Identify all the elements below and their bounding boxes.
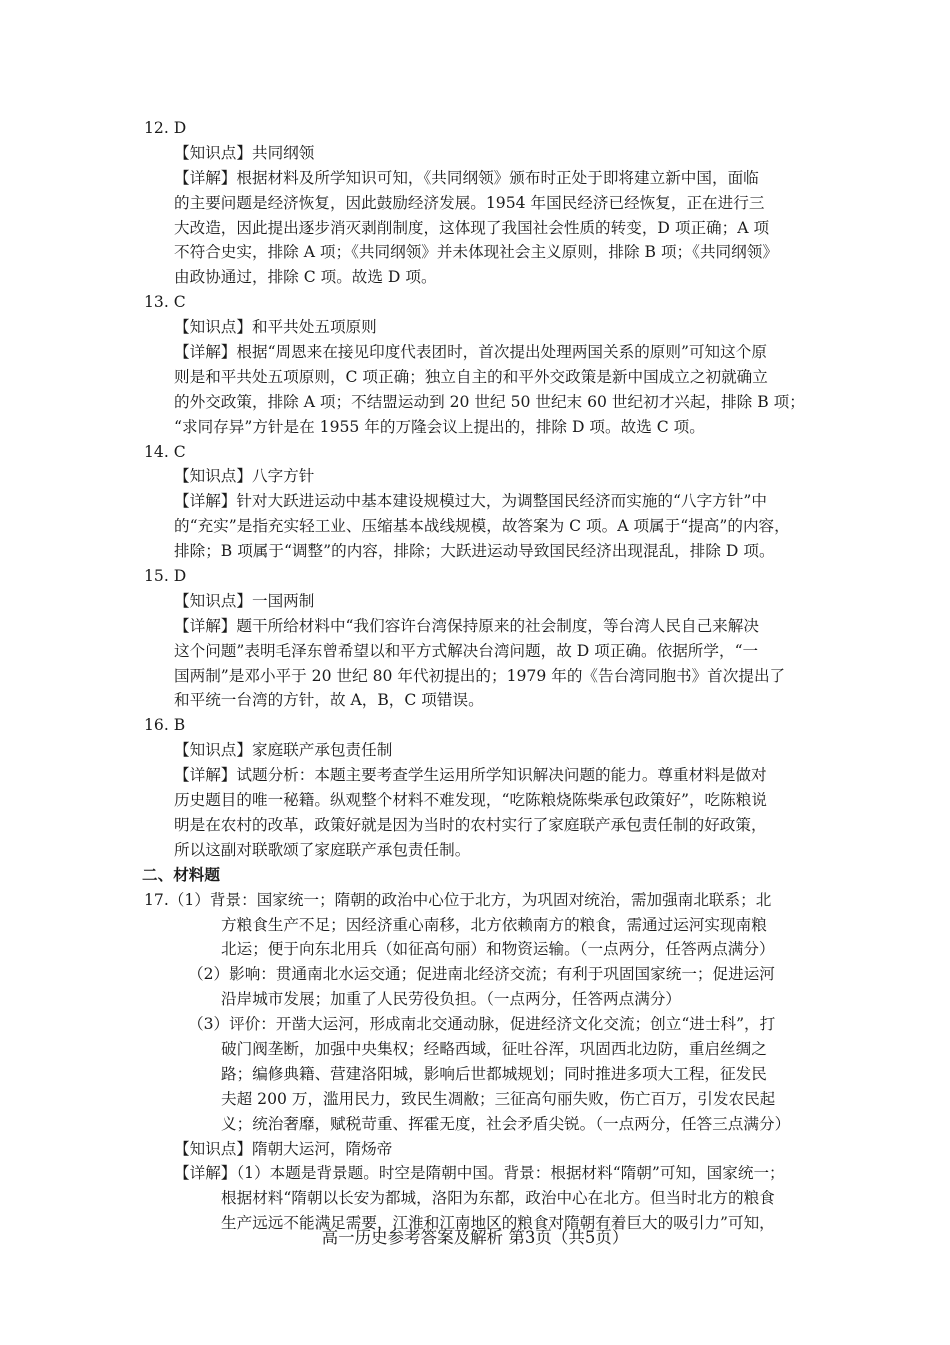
question-number-line: 14. C (144, 442, 186, 461)
text-line: 方粮食生产不足；因经济重心南移，北方依赖南方的粮食，需通过运河实现南粮 (221, 915, 767, 934)
text-line: 沿岸城市发展；加重了人民劳役负担。（一点两分，任答两点满分） (221, 990, 682, 1009)
text-line: 【详解】（1）本题是背景题。时空是隋朝中国。背景：根据材料“隋朝”可知，国家统一； (174, 1164, 785, 1183)
text-line: 【知识点】共同纲领 (174, 143, 315, 162)
text-line: 夫超 200 万，滥用民力，致民生凋敝；三征高句丽失败，伤亡百万，引发农民起 (221, 1089, 776, 1108)
text-line: 由政协通过，排除 C 项。故选 D 项。 (174, 268, 437, 287)
text-line: （3）评价：开凿大运河，形成南北交通动脉，促进经济文化交流；创立“进士科”，打 (188, 1015, 776, 1034)
question-number-line: 15. D (144, 567, 187, 586)
text-line: 的“充实”是指充实轻工业、压缩基本战线规模，故答案为 C 项。A 项属于“提高”的内容， (174, 517, 790, 536)
text-line: 明是在农村的改革，政策好就是因为当时的农村实行了家庭联产承包责任制的好政策， (174, 815, 767, 834)
question-number-line: 12. D (144, 119, 187, 137)
page-footer: 高一历史参考答案及解析 第3页（共5页） (321, 1228, 629, 1247)
text-line: 所以这副对联歌颂了家庭联产承包责任制。 (174, 840, 471, 859)
text-line: 破门阀垄断，加强中央集权；经略西域，征吐谷浑，巩固西北边防，重启丝绸之 (221, 1039, 767, 1058)
text-line: 【详解】试题分析：本题主要考查学生运用所学知识解决问题的能力。尊重材料是做对 (174, 766, 767, 785)
text-line: 路；编修典籍、营建洛阳城，影响后世都城规划；同时推进多项大工程，征发民 (221, 1064, 767, 1083)
text-line: 【详解】题干所给材料中“我们容许台湾保持原来的社会制度，等台湾人民自己来解决 (174, 616, 759, 635)
text-line: 【详解】针对大跃进运动中基本建设规模过大，为调整国民经济而实施的“八字方针”中 (174, 492, 767, 511)
text-line: “求同存异”方针是在 1955 年的万隆会议上提出的，排除 D 项。故选 C 项。 (174, 417, 705, 436)
text-line: 【知识点】八字方针 (174, 467, 315, 486)
text-line: 【知识点】家庭联产承包责任制 (174, 741, 393, 760)
question-number-line: 16. B (144, 716, 186, 735)
text-line: 大改造，因此提出逐步消灭剥削制度，这体现了我国社会性质的转变，D 项正确；A 项 (174, 218, 770, 237)
text-line: 【知识点】隋朝大运河，隋炀帝 (174, 1139, 393, 1158)
text-line: 【知识点】和平共处五项原则 (174, 318, 377, 337)
section-heading: 二、材料题 (142, 864, 220, 884)
text-line: 排除；B 项属于“调整”的内容，排除；大跃进运动导致国民经济出现混乱，排除 D 项。 (174, 542, 775, 561)
text-line: 生产远远不能满足需要，江淮和江南地区的粮食对隋朝有着巨大的吸引力”可知， (221, 1214, 775, 1233)
text-line: 【详解】根据材料及所学知识可知，《共同纲领》颁布时正处于即将建立新中国，面临 (174, 168, 759, 187)
text-line: 根据材料“隋朝以长安为都城，洛阳为东都，政治中心在北方。但当时北方的粮食 (221, 1189, 775, 1208)
text-line: 历史题目的唯一秘籍。纵观整个材料不难发现，“吃陈粮烧陈柴承包政策好”，吃陈粮说 (174, 791, 767, 810)
text-line: 【知识点】一国两制 (174, 591, 315, 610)
answer-content (142, 116, 812, 1236)
text-line: 和平统一台湾的方针，故 A，B，C 项错误。 (174, 691, 484, 710)
text-line: 国两制”是邓小平于 20 世纪 80 年代初提出的；1979 年的《告台湾同胞书》首次提出了 (174, 666, 786, 685)
question-number-line: 13. C (144, 293, 186, 312)
text-line: 的外交政策，排除 A 项；不结盟运动到 20 世纪 50 世纪末 60 世纪初才兴起，排除 B 项； (174, 392, 805, 411)
text-line: 这个问题”表明毛泽东曾希望以和平方式解决台湾问题，故 D 项正确。依据所学，“一 (174, 641, 759, 660)
text-line: 不符合史实，排除 A 项；《共同纲领》并未体现社会主义原则，排除 B 项；《共同纲领》 (174, 243, 778, 262)
text-line: 【详解】根据“周恩来在接见印度代表团时，首次提出处理两国关系的原则”可知这个原 (174, 343, 767, 362)
text-line: 义；统治奢靡，赋税苛重、挥霍无度，社会矛盾尖锐。（一点两分，任答三点满分） (221, 1114, 791, 1133)
text-line: 北运；便于向东北用兵（如征高句丽）和物资运输。（一点两分，任答两点满分） (221, 940, 775, 959)
text-line: 则是和平共处五项原则，C 项正确；独立自主的和平外交政策是新中国成立之初就确立 (174, 367, 768, 386)
text-line: 的主要问题是经济恢复，因此鼓励经济发展。1954 年国民经济已经恢复，正在进行三 (174, 193, 765, 212)
question-number-line: 17.（1）背景：国家统一；隋朝的政治中心位于北方，为巩固对统治，需加强南北联系；北 (144, 890, 772, 909)
text-line: （2）影响：贯通南北水运交通；促进南北经济交流；有利于巩固国家统一；促进运河 (188, 965, 775, 984)
